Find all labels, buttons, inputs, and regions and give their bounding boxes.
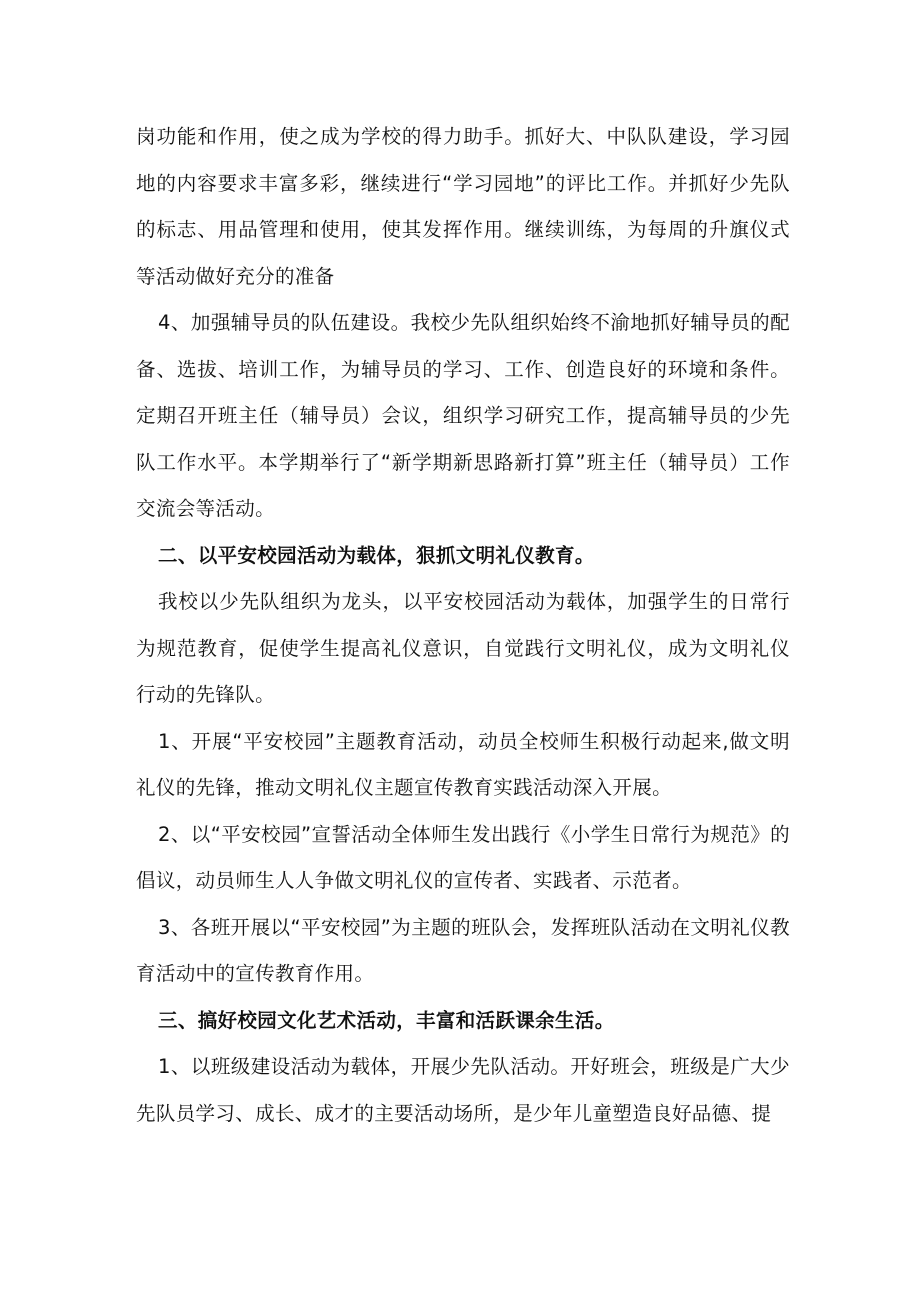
paragraph-4: 1、开展“平安校园”主题教育活动，动员全校师生积极行动起来,做文明礼仪的先锋，推动文明礼仪主题宣传教育实践活动深入开展。 [136, 729, 790, 799]
paragraph-6: 3、各班开展以“平安校园”为主题的班队会，发挥班队活动在文明礼仪教育活动中的宣传教育作用。 [136, 915, 790, 985]
paragraph-7: 1、以班级建设活动为载体，开展少先队活动。开好班会，班级是广大少先队员学习、成长、成才的主要活动场所，是少年儿童塑造良好品德、提 [136, 1055, 790, 1125]
paragraph-1: 岗功能和作用，使之成为学校的得力助手。抓好大、中队队建设，学习园地的内容要求丰富多彩，继续进行“学习园地”的评比工作。并抓好少先队的标志、用品管理和使用，使其发挥作用。继续训练，为每周的升旗仪式等活动做好充分的准备 [136, 125, 790, 288]
section-heading-3: 三、搞好校园文化艺术活动，丰富和活跃课余生活。 [158, 1008, 615, 1032]
paragraph-3: 我校以少先队组织为龙头，以平安校园活动为载体，加强学生的日常行为规范教育，促使学生提高礼仪意识，自觉践行文明礼仪，成为文明礼仪行动的先锋队。 [136, 590, 790, 706]
section-heading-2: 二、以平安校园活动为载体，狠抓文明礼仪教育。 [158, 543, 595, 567]
paragraph-2: 4、加强辅导员的队伍建设。我校少先队组织始终不渝地抓好辅导员的配备、选拔、培训工作，为辅导员的学习、工作、创造良好的环境和条件。定期召开班主任（辅导员）会议，组织学习研究工作，提高辅导员的少先队工作水平。本学期举行了“新学期新思路新打算”班主任（辅导员）工作交流会等活动。 [136, 311, 790, 520]
paragraph-5: 2、以“平安校园”宣誓活动全体师生发出践行《小学生日常行为规范》的倡议，动员师生人人争做文明礼仪的宣传者、实践者、示范者。 [136, 822, 790, 892]
document-body [136, 114, 790, 1137]
